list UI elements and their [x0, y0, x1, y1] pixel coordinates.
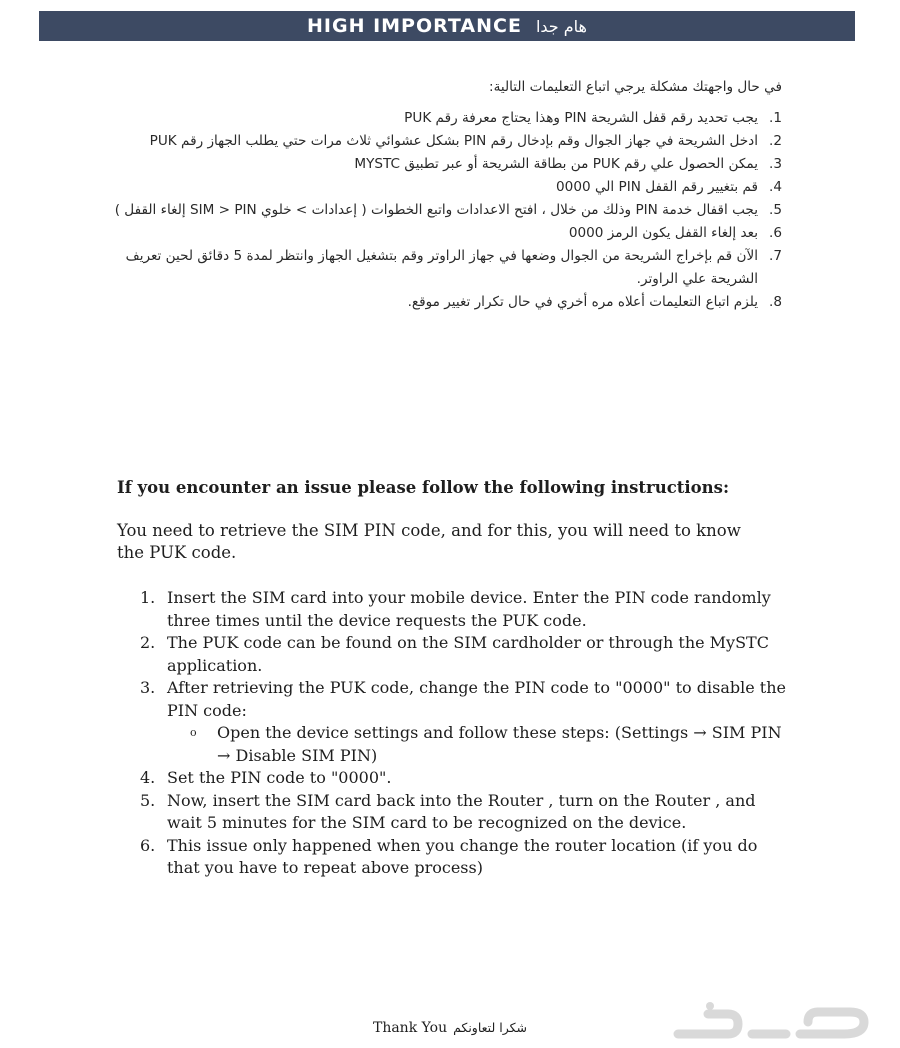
- english-step: [140, 677, 790, 722]
- arabic-step-number: 7.: [769, 248, 782, 264]
- english-substep-text: Open the device settings and follow these steps: (Settings → SIM PIN → Disable SIM PIN): [217, 723, 782, 765]
- english-step-text: The PUK code can be found on the SIM cardholder or through the MySTC application.: [167, 633, 769, 675]
- arabic-step: [110, 291, 782, 314]
- arabic-step-text: قم بتغيير رقم القفل PIN الي 0000: [556, 179, 758, 195]
- english-step-text: Insert the SIM card into your mobile device. Enter the PIN code randomly three times until the device requests the PUK code.: [167, 588, 771, 630]
- english-step: [140, 632, 790, 677]
- arabic-step: [110, 130, 782, 153]
- english-step: [140, 790, 790, 835]
- haraj-logo-watermark-icon: [668, 1000, 878, 1044]
- english-step-number: 2.: [140, 633, 156, 652]
- arabic-step: [110, 153, 782, 176]
- arabic-step-text: يجب اقفال خدمة PIN وذلك من خلال ، افتح الاعدادات واتبع الخطوات ( إعدادات > خلوي SIM > PIN إلغاء القفل ): [114, 202, 758, 218]
- arabic-step: [110, 176, 782, 199]
- arabic-step-number: 3.: [769, 156, 782, 172]
- arabic-step: [110, 107, 782, 130]
- english-step-number: 3.: [140, 678, 156, 697]
- arabic-step-number: 4.: [769, 179, 782, 195]
- arabic-steps-list: [110, 107, 782, 314]
- arabic-step-text: يجب تحديد رقم قفل الشريحة PIN وهذا يحتاج معرفة رقم PUK: [404, 110, 758, 126]
- arabic-step-text: الآن قم بإخراج الشريحة من الجوال وضعها في جهاز الراوتر وقم بتشغيل الجهاز وانتظر لمدة 5 دقائق لحين تعريف الشريحة علي الراوتر.: [125, 248, 758, 287]
- banner-title-ar: هام جدا: [535, 16, 587, 36]
- importance-banner: [39, 11, 855, 41]
- arabic-intro: في حال واجهتك مشكلة يرجي اتباع التعليمات التالية:: [489, 79, 782, 95]
- thanks-ar: شكرا لتعاونكم: [453, 1020, 527, 1035]
- english-step-number: 5.: [140, 790, 156, 810]
- english-intro: You need to retrieve the SIM PIN code, and for this, you will need to know the PUK code.: [117, 521, 741, 562]
- arabic-step-number: 6.: [769, 225, 782, 241]
- arabic-step-text: يمكن الحصول علي رقم PUK من بطاقة الشريحة أو عبر تطبيق MYSTC: [354, 156, 758, 172]
- arabic-step-text: ادخل الشريحة في جهاز الجوال وقم بإدخال رقم PIN بشكل عشوائي ثلاث مرات حتي يطلب الجهاز رقم PUK: [149, 133, 758, 149]
- english-step-text: Set the PIN code to "0000".: [167, 768, 392, 787]
- arabic-step-number: 1.: [769, 110, 782, 126]
- english-step: [140, 767, 790, 790]
- english-step-text: After retrieving the PUK code, change the PIN code to "0000" to disable the PIN code:: [167, 678, 786, 720]
- banner-title-en: HIGH IMPORTANCE: [307, 15, 522, 37]
- english-step-number: 1.: [140, 588, 156, 607]
- arabic-instructions: [110, 76, 782, 314]
- english-step: [140, 835, 790, 880]
- arabic-step-number: 5.: [769, 202, 782, 218]
- english-heading: If you encounter an issue please follow the following instructions:: [117, 478, 730, 497]
- english-step-number: 4.: [140, 768, 156, 787]
- arabic-step: [110, 199, 782, 222]
- arabic-step: [110, 222, 782, 245]
- arabic-step-number: 8.: [769, 294, 782, 310]
- bullet-icon: o: [190, 726, 197, 739]
- arabic-step-text: بعد إلغاء القفل يكون الرمز 0000: [568, 225, 758, 241]
- english-steps-list: [140, 587, 790, 880]
- english-substep: [190, 722, 790, 767]
- thanks-en: Thank You: [372, 1020, 448, 1036]
- english-step-text: Now, insert the SIM card back into the Router , turn on the Router , and wait 5 minutes for the SIM card to be recognized on the device.: [167, 790, 756, 832]
- arabic-step-text: يلزم اتباع التعليمات أعلاه مره أخري في حال تكرار تغيير موقع.: [407, 294, 758, 310]
- arabic-step-number: 2.: [769, 133, 782, 149]
- english-step-number: 6.: [140, 835, 156, 855]
- english-step: [140, 587, 790, 632]
- arabic-step: [110, 245, 782, 291]
- english-step-text: This issue only happened when you change the router location (if you do that you have to repeat above process): [167, 835, 758, 877]
